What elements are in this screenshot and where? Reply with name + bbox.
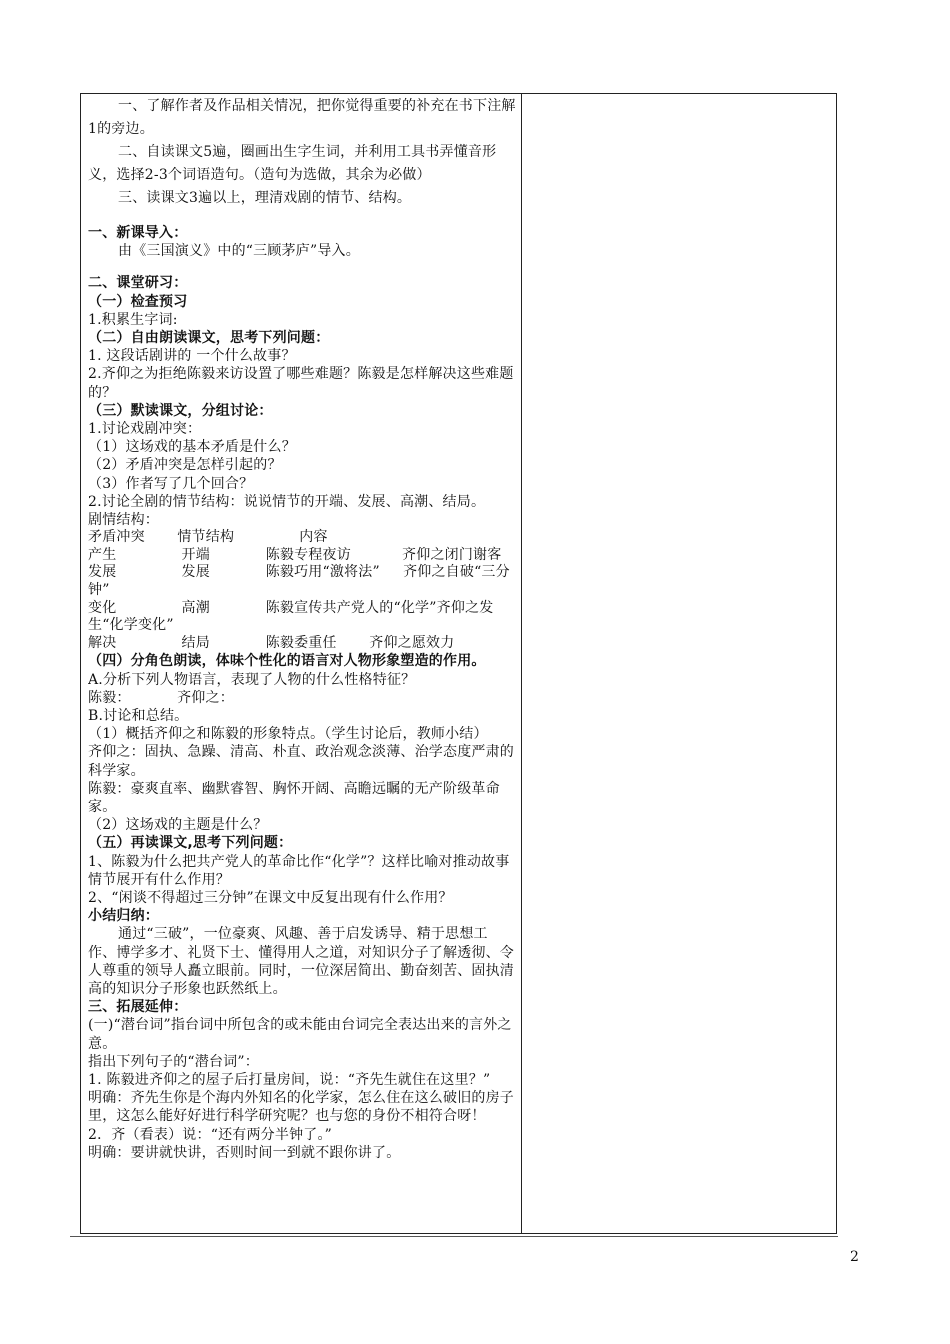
intro-text: 由《三国演义》中的“三顾茅庐”导入。 <box>118 243 360 260</box>
summary-heading: 小结归纳： <box>88 908 159 925</box>
subheading-read-aloud: （二）自由朗读课文，思考下列问题： <box>88 330 330 347</box>
column-divider <box>521 93 522 1234</box>
plot-row: 产生 开端 陈毅专程夜访 齐仰之闭门谢客 <box>88 546 502 563</box>
subtext-definition: (一)“潜台词”指台词中所包含的或未能由台词完全表达出来的言外之意。 <box>88 1017 512 1052</box>
discussion-sub-2: （2）矛盾冲突是怎样引起的？ <box>88 457 282 474</box>
subtext-answer-1: 明确：齐先生你是个海内外知名的化学家，怎么住在这么破旧的房子里，这怎么能好好进行科学研究呢？也与您的身份不相符合呀！ <box>88 1090 514 1125</box>
preview-item-1: 一、了解作者及作品相关情况，把你觉得重要的补充在书下注解1的旁边。 <box>88 98 516 137</box>
qi-yangzhi-traits: 齐仰之：固执、急躁、清高、朴直、政治观念淡薄、治学态度严肃的科学家。 <box>88 744 514 779</box>
plot-title: 剧情结构： <box>88 512 159 529</box>
question-obstacles: 2.齐仰之为拒绝陈毅来访设置了哪些难题？陈毅是怎样解决这些难题的？ <box>88 366 514 401</box>
discussion-item-2: 2.讨论全剧的情节结构：说说情节的开端、发展、高潮、结局。 <box>88 493 486 510</box>
summary-text: 通过“三破”，一位豪爽、风趣、善于启发诱导、精于思想工作、博学多才、礼贤下士、懂得用人之道，对知识分子了解透彻、令人尊重的领导人矗立眼前。同时，一位深居简出、勤奋刻苦、固执清高的知识分子形象也跃然纸上。 <box>88 926 514 998</box>
preview-item-2: 二、自读课文5遍，圈画出生字生词，并利用工具书弄懂音形义，选择2-3个词语造句。（造句为选做，其余为必做） <box>88 144 497 183</box>
subheading-check: （一）检查预习 <box>88 293 188 310</box>
role-task-a: A.分析下列人物语言，表现了人物的什么性格特征？ <box>88 671 416 688</box>
subheading-role-reading: （四）分角色朗读，体味个性化的语言对人物形象塑造的作用。 <box>88 653 486 670</box>
bottom-rule <box>70 1236 838 1237</box>
chen-yi-traits: 陈毅：豪爽直率、幽默睿智、胸怀开阔、高瞻远瞩的无产阶级革命家。 <box>88 780 500 816</box>
discussion-item-1: 1.讨论戏剧冲突： <box>88 421 202 438</box>
section-heading-extension: 三、拓展延伸： <box>88 999 188 1016</box>
reread-question-1: 1、陈毅为什么把共产党人的革命比作“化学”？这样比喻对推动故事情节展开有什么作用？ <box>88 853 510 888</box>
subtext-question-2: 2．齐（看表）说：“还有两分半钟了。” <box>88 1126 333 1143</box>
section-heading-study: 二、课堂研习： <box>88 275 188 292</box>
lesson-content <box>88 95 516 1162</box>
check-item: 1.积累生字词: <box>88 311 178 328</box>
subheading-reread: （五）再读课文,思考下列问题： <box>88 835 293 852</box>
subtext-task: 指出下列句子的“潜台词”： <box>88 1053 259 1070</box>
discussion-sub-1: （1）这场戏的基本矛盾是什么？ <box>88 439 296 456</box>
role-names: 陈毅： 齐仰之： <box>88 689 234 706</box>
role-summary-2: （2）这场戏的主题是什么？ <box>88 817 268 834</box>
subtext-question-1: 1. 陈毅进齐仰之的屋子后打量房间，说：“齐先生就住在这里？” <box>88 1072 491 1089</box>
plot-row: 变化 高潮 陈毅宣传共产党人的“化学”齐仰之发生“化学变化” <box>88 599 494 634</box>
plot-header: 矛盾冲突 情节结构 内容 <box>88 529 328 546</box>
section-heading-intro: 一、新课导入： <box>88 225 188 241</box>
discussion-sub-3: （3）作者写了几个回合？ <box>88 475 254 492</box>
preview-item-3: 三、读课文3遍以上，理清戏剧的情节、结构。 <box>118 190 412 206</box>
role-summary-1: （1）概括齐仰之和陈毅的形象特点。（学生讨论后，教师小结） <box>88 726 488 743</box>
subtext-answer-2: 明确：要讲就快讲，否则时间一到就不跟你讲了。 <box>88 1144 401 1161</box>
plot-row: 发展 发展 陈毅巧用“激将法” 齐仰之自破“三分钟” <box>88 564 510 599</box>
plot-row: 解决 结局 陈毅委重任 齐仰之愿效力 <box>88 634 455 651</box>
role-task-b: B.讨论和总结。 <box>88 708 189 725</box>
question-story: 1. 这段话剧讲的 一个什么故事？ <box>88 348 296 365</box>
subheading-discussion: （三）默读课文，分组讨论： <box>88 402 273 419</box>
notes-column <box>524 95 834 1230</box>
reread-question-2: 2、“闲谈不得超过三分钟”在课文中反复出现有什么作用？ <box>88 890 453 907</box>
page-number: 2 <box>850 1249 859 1265</box>
preview-section <box>88 95 516 210</box>
